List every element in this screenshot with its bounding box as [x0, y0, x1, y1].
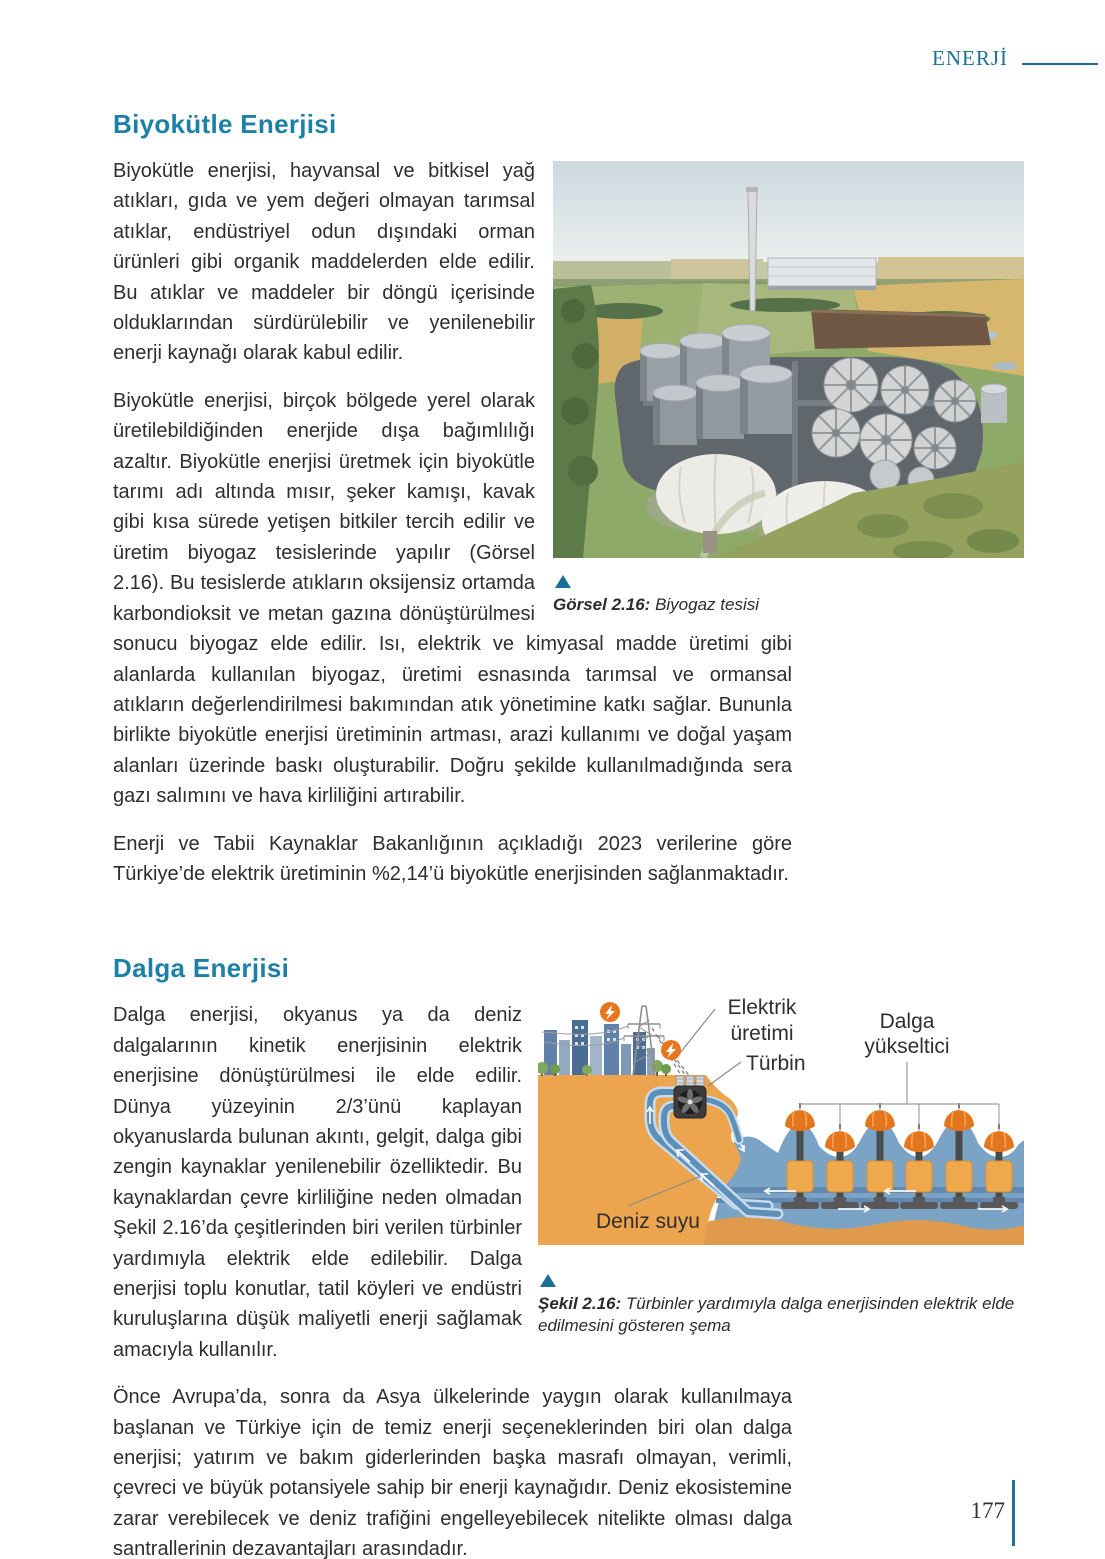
- section-heading-biyokutle: Biyokütle Enerjisi: [113, 109, 337, 139]
- photo-caption-text: Biyogaz tesisi: [655, 595, 759, 614]
- diagram-caption-label: Şekil 2.16:: [538, 1294, 622, 1314]
- figure-biogas-photo: [553, 161, 1024, 616]
- label-turbin: Türbin: [746, 1052, 806, 1076]
- label-dalga-yukseltici-line2: yükseltici: [864, 1035, 950, 1059]
- label-elektrik-uretimi-line2: üretimi: [730, 1022, 794, 1046]
- header-rule: [1022, 63, 1098, 65]
- paragraph: Biyokütle enerjisi, birçok bölgede yerel olarak üretilebildiğinden enerjide dışa bağımlılığı azaltır. Biyokütle enerjisi üretmek için biyokütle tarımı adı altında mısır, şeker kamışı, kavak gibi kısa sürede yetişen bitkiler tercih edilir ve üretim biyogaz tesislerinde yapılır (Görsel 2.16). Bu tesislerde atıkların oksijensiz ortamda karbondioksit ve metan gazına dönüştürülmesi sonucu biyogaz elde edilir. Isı, elektrik ve kimyasal madde üretimi gibi alanlarda kullanılan biyogaz, üretimi esnasında tarımsal ve ormansal atıkların değerlendirilmesi bakımından atık yönetimine katkı sağlar. Bununla birlikte biyokütle enerjisi üretiminin artması, arazi kullanımı ve doğal yaşam alanları üzerinde baskı oluşturabilir. Doğru şekilde kullanılmadığında sera gazı salımını ve hava kirliliğini artırabilir.: [113, 389, 792, 808]
- wave-energy-diagram: [538, 990, 1024, 1245]
- page-number: 177: [970, 1498, 1005, 1523]
- biogas-plant-photo: [553, 161, 1024, 558]
- paragraph: Önce Avrupa’da, sonra da Asya ülkelerinde yaygın olarak kullanılmaya başlanan ve Türkiye için de temiz enerji seçeneklerinden biri olan dalga enerjisi; yatırım ve bakım giderlerinden başka masrafı olmayan, verimli, çevreci ve büyük potansiyele sahip bir enerji kaynağıdır. Deniz ekosistemine zarar verebilecek ve deniz trafiğini engelleyebilecek nitelikte olması dalga santrallerinin dezavantajları arasındadır.: [113, 1386, 792, 1559]
- caption-triangle-icon: [555, 575, 571, 588]
- diagram-caption-text: Türbinler yardımıyla dalga enerjisinden elektrik elde edilmesini gösteren şema: [538, 1294, 1015, 1336]
- section-heading-dalga: Dalga Enerjisi: [113, 953, 290, 984]
- section-biyokutle: [113, 109, 792, 906]
- label-dalga-yukseltici-line1: Dalga: [879, 1010, 935, 1034]
- label-elektrik-uretimi-line1: Elektrik: [727, 996, 797, 1020]
- paragraph: Dalga enerjisi, okyanus ya da deniz dalgalarının kinetik enerjisinin elektrik enerjisine dönüştürülmesi ile elde edilir. Dünya yüzeyinin 2/3’ünü kaplayan okyanuslarda bulunan akıntı, gelgit, dalga gibi zengin kaynaklar yenilenebilir özelliktedir. Bu kaynaklardan çevre kirliliğine neden olmadan Şekil 2.16’da çeşitlerinden biri verilen türbinler yardımıyla elektrik elde edilebilir. Dalga enerjisi toplu konutlar, tatil köyleri ve endüstri kuruluşlarına düşük maliyetli enerji sağlamak amacıyla kullanılır.: [113, 1004, 522, 1361]
- paragraph: Biyokütle enerjisi, hayvansal ve bitkisel yağ atıkları, gıda ve yem değeri olmayan tarımsal atıklar, endüstriyel odun dışındaki orman ürünleri gibi organik maddelerden elde edilir. Bu atıklar ve maddeler bir döngü içerisinde olduklarından sürdürülebilir ve yenilenebilir enerji kaynağı olarak kabul edilir.: [113, 160, 535, 365]
- paragraph: Enerji ve Tabii Kaynaklar Bakanlığının açıkladığı 2023 verilerine göre Türkiye’de elektrik üretiminin %2,14’ü biyokütle enerjisinden sağlanmaktadır.: [113, 832, 792, 885]
- photo-caption-label: Görsel 2.16:: [553, 595, 651, 614]
- turbine-unit: [674, 1076, 706, 1118]
- caption-triangle-icon: [540, 1274, 556, 1287]
- folio-bar: [1012, 1480, 1015, 1546]
- figure-wave-diagram: [538, 990, 1024, 1337]
- running-header: ENERJİ: [932, 46, 1008, 70]
- diagram-caption: [538, 1293, 1024, 1337]
- photo-caption: [553, 594, 1024, 616]
- label-deniz-suyu: Deniz suyu: [596, 1210, 700, 1234]
